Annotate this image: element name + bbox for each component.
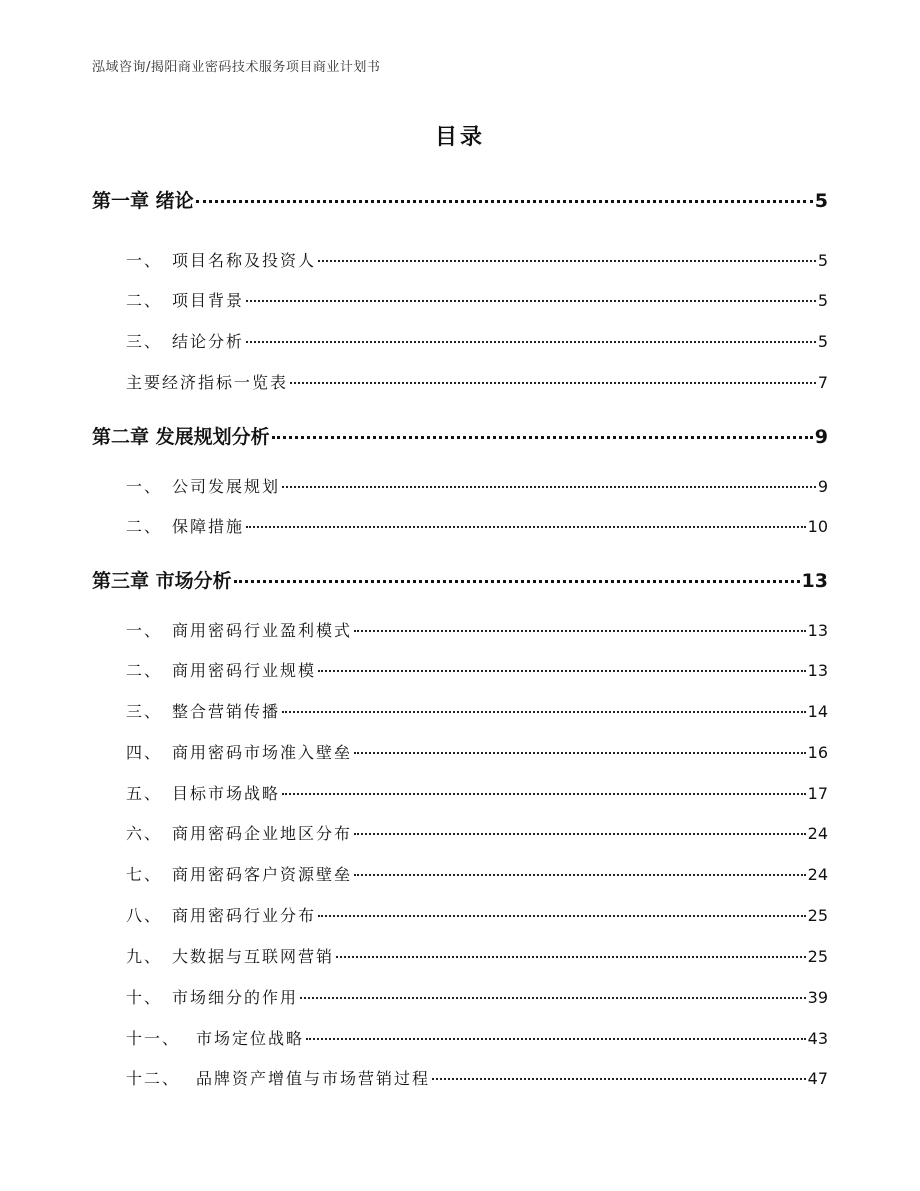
toc-section-entry[interactable] <box>126 474 828 497</box>
toc-section-entry[interactable] <box>126 1066 828 1089</box>
toc-entry-number: 六、 <box>126 824 163 843</box>
toc-section-entry[interactable] <box>126 658 828 681</box>
toc-entry-label: 第三章 市场分析 <box>92 570 232 592</box>
dot-leader <box>354 752 806 754</box>
toc-page-number: 5 <box>817 251 828 270</box>
toc-section-entry[interactable] <box>126 862 828 885</box>
toc-section-entry[interactable] <box>126 740 828 763</box>
toc-page-number: 24 <box>807 865 828 884</box>
toc-entry-number: 十二、 <box>126 1069 181 1088</box>
toc-section-entry[interactable] <box>126 288 828 311</box>
running-header: 泓域咨询/揭阳商业密码技术服务项目商业计划书 <box>92 60 381 75</box>
toc-page-number: 43 <box>807 1029 828 1048</box>
toc-page-number: 24 <box>807 824 828 843</box>
toc-entry-label: 整合营销传播 <box>172 702 281 721</box>
toc-entry-label: 项目背景 <box>172 291 245 310</box>
toc-page-number: 13 <box>807 621 828 640</box>
toc-entry-label: 商用密码行业分布 <box>172 906 317 925</box>
toc-entry-label: 商用密码市场准入壁垒 <box>172 743 353 762</box>
dot-leader <box>306 1038 806 1040</box>
toc-section-entry[interactable] <box>126 514 828 537</box>
toc-entry-label: 市场定位战略 <box>196 1029 305 1048</box>
toc-entry-number: 十一、 <box>126 1029 181 1048</box>
toc-entry-number: 一、 <box>126 477 163 496</box>
toc-entry-number: 八、 <box>126 906 163 925</box>
dot-leader <box>246 341 816 343</box>
toc-entry-number: 二、 <box>126 661 163 680</box>
toc-page-number: 5 <box>814 190 828 212</box>
dot-leader <box>282 486 816 488</box>
toc-entry-number: 五、 <box>126 784 163 803</box>
toc-entry-label: 商用密码企业地区分布 <box>172 824 353 843</box>
toc-page-number: 7 <box>817 373 828 392</box>
toc-page-number: 13 <box>807 661 828 680</box>
toc-page-number: 5 <box>817 332 828 351</box>
toc-page-number: 47 <box>807 1069 828 1088</box>
toc-page-number: 39 <box>807 988 828 1007</box>
dot-leader <box>318 915 806 917</box>
dot-leader <box>246 526 806 528</box>
toc-entry-label: 品牌资产增值与市场营销过程 <box>196 1069 431 1088</box>
toc-section-entry[interactable] <box>126 821 828 844</box>
toc-entry-number: 四、 <box>126 743 163 762</box>
toc-section-entry[interactable] <box>126 370 828 393</box>
dot-leader <box>234 580 800 583</box>
toc-entry-label: 项目名称及投资人 <box>172 251 317 270</box>
toc-entry-label: 商用密码客户资源壁垒 <box>172 865 353 884</box>
toc-entry-label: 主要经济指标一览表 <box>126 373 289 392</box>
dot-leader <box>318 670 806 672</box>
toc-entry-number: 二、 <box>126 517 163 536</box>
dot-leader <box>354 833 806 835</box>
toc-page-number: 13 <box>801 570 828 592</box>
toc-section-entry[interactable] <box>126 781 828 804</box>
toc-chapter-entry[interactable] <box>92 566 828 593</box>
dot-leader <box>290 382 816 384</box>
dot-leader <box>272 436 813 439</box>
toc-entry-number: 三、 <box>126 332 163 351</box>
dot-leader <box>196 200 813 203</box>
toc-section-entry[interactable] <box>126 944 828 967</box>
toc-section-entry[interactable] <box>126 329 828 352</box>
toc-section-entry[interactable] <box>126 903 828 926</box>
dot-leader <box>300 997 806 999</box>
toc-entry-label: 第一章 绪论 <box>92 190 194 212</box>
toc-chapter-entry[interactable] <box>92 186 828 213</box>
toc-page-number: 25 <box>807 906 828 925</box>
toc-entry-number: 十、 <box>126 988 163 1007</box>
toc-entry-label: 保障措施 <box>172 517 245 536</box>
toc-section-entry[interactable] <box>126 985 828 1008</box>
dot-leader <box>282 793 806 795</box>
toc-entry-number: 一、 <box>126 251 163 270</box>
toc-section-entry[interactable] <box>126 1026 828 1049</box>
toc-page-number: 9 <box>814 426 828 448</box>
toc-chapter-entry[interactable] <box>92 422 828 449</box>
toc-entry-label: 商用密码行业规模 <box>172 661 317 680</box>
toc-entry-number: 一、 <box>126 621 163 640</box>
dot-leader <box>336 956 806 958</box>
toc-page-number: 25 <box>807 947 828 966</box>
toc-entry-label: 结论分析 <box>172 332 245 351</box>
toc-section-entry[interactable] <box>126 248 828 271</box>
dot-leader <box>282 711 806 713</box>
dot-leader <box>354 874 806 876</box>
toc-entry-label: 商用密码行业盈利模式 <box>172 621 353 640</box>
toc-section-entry[interactable] <box>126 618 828 641</box>
toc-section-entry[interactable] <box>126 699 828 722</box>
dot-leader <box>432 1078 806 1080</box>
toc-entry-number: 九、 <box>126 947 163 966</box>
toc-page-number: 9 <box>817 477 828 496</box>
toc-page-number: 17 <box>807 784 828 803</box>
toc-entry-label: 大数据与互联网营销 <box>172 947 335 966</box>
toc-entry-label: 公司发展规划 <box>172 477 281 496</box>
dot-leader <box>318 260 816 262</box>
toc-page-number: 14 <box>807 702 828 721</box>
toc-page-number: 5 <box>817 291 828 310</box>
toc-title: 目录 <box>434 125 485 150</box>
toc-page-number: 16 <box>807 743 828 762</box>
dot-leader <box>246 300 816 302</box>
toc-entry-label: 第二章 发展规划分析 <box>92 426 270 448</box>
toc-entry-number: 三、 <box>126 702 163 721</box>
toc-entry-label: 目标市场战略 <box>172 784 281 803</box>
toc-entry-number: 七、 <box>126 865 163 884</box>
toc-entry-label: 市场细分的作用 <box>172 988 299 1007</box>
toc-page-number: 10 <box>807 517 828 536</box>
toc-entry-number: 二、 <box>126 291 163 310</box>
dot-leader <box>354 630 806 632</box>
